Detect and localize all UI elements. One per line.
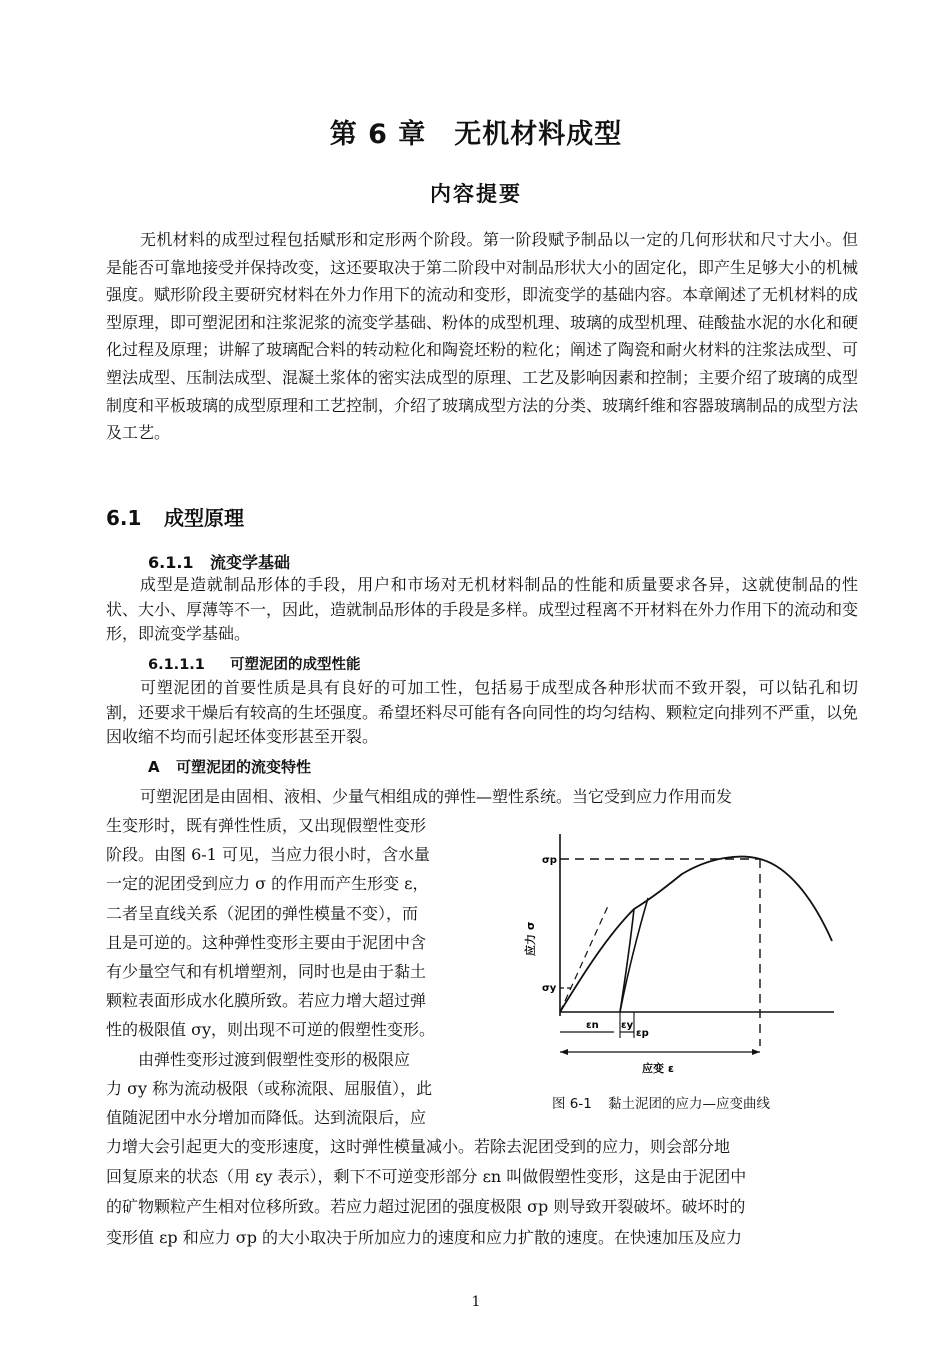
text-line: 的矿物颗粒产生相对位移所致。若应力超过泥团的强度极限 σp 则导致开裂破坏。破坏时的 (106, 1197, 746, 1217)
body-paragraph-3-bottom (106, 1132, 866, 1253)
text-line: 一定的泥团受到应力 σ 的作用而产生形变 ε， (106, 874, 429, 894)
label-eps-p: εp (636, 1028, 649, 1039)
label-eps-n: εn (586, 1020, 599, 1031)
text-line: 力增大会引起更大的变形速度，这时弹性模量减小。若除去泥团受到的应力，则会部分地 (106, 1137, 731, 1156)
y-axis-label: 应力 σ (524, 921, 537, 956)
arrow-left (560, 1049, 568, 1055)
figure-caption-number: 图 6-1 (552, 1096, 592, 1112)
text-line: 阶段。由图 6-1 可见，当应力很小时，含水量 (106, 845, 430, 865)
body-paragraph-2: 可塑泥团的首要性质是具有良好的可加工性，包括易于成型成各种形状而不致开裂，可以钻孔和切割，还要求干燥后有较高的生坯强度。希望坯料尽可能有各向同性的均匀结构、颗粒定向排列不严重，以免因收缩不均而引起坯体变形甚至开裂。 (106, 678, 859, 746)
page-number: 1 (471, 1294, 481, 1310)
subsection-heading (148, 550, 290, 573)
text-line: 力 σy 称为流动极限（或称流限、屈服值），此 (106, 1078, 433, 1098)
subsection-title: 流变学基础 (210, 553, 291, 572)
label-sigma-p: σp (542, 855, 557, 866)
text-line: 由弹性变形过渡到假塑性变形的极限应 (106, 1049, 411, 1069)
label-sigma-y: σy (542, 983, 557, 994)
stress-strain-curve (560, 857, 832, 1012)
subsubsection-heading (148, 653, 361, 674)
text-line: 生变形时，既有弹性性质，又出现假塑性变形 (106, 816, 427, 835)
subsubsection-title: 可塑泥团的成型性能 (230, 657, 361, 673)
x-axis-label: 应变 ε (642, 1062, 674, 1075)
text-line: 值随泥团中水分增加而降低。达到流限后，应 (106, 1108, 427, 1128)
subsection-number: 6.1.1 (148, 553, 194, 572)
summary-heading: 内容提要 (430, 181, 522, 206)
label-eps-y: εy (621, 1020, 634, 1031)
section-title: 成型原理 (164, 506, 244, 530)
elastic-tangent-line (560, 906, 608, 1012)
text-line: 变形值 εp 和应力 σp 的大小取决于所加应力的速度和应力扩散的速度。在快速加压及应力 (106, 1227, 743, 1247)
figure-caption (552, 1092, 770, 1112)
text-line: 二者呈直线关系（泥团的弹性模量不变），而 (106, 903, 419, 923)
subheading-a-letter: A (148, 758, 160, 776)
figure-caption-title: 黏土泥团的应力—应变曲线 (608, 1096, 770, 1112)
text-line: 且是可逆的。这种弹性变形主要由于泥团中含 (106, 932, 427, 952)
figure-stress-strain (512, 826, 862, 1086)
text-line: 回复原来的状态（用 εy 表示），剩下不可逆变形部分 εn 叫做假塑性变形，这是由于泥团中 (106, 1167, 747, 1187)
arrow-right (752, 1049, 760, 1055)
text-line: 颗粒表面形成水化膜所致。若应力增大超过弹 (106, 991, 427, 1011)
subheading-a (148, 756, 311, 777)
section-heading (106, 502, 244, 531)
text-line: 有少量空气和有机增塑剂，同时也是由于黏土 (106, 962, 427, 982)
body-paragraph-1: 成型是造就制品形体的手段，用户和市场对无机材料制品的性能和质量要求各异，这就使制品的性状、大小、厚薄等不一，因此，造就制品形体的手段是多样。成型过程离不开材料在外力作用下的流动和变形，即流变学基础。 (106, 575, 859, 643)
subheading-a-title: 可塑泥团的流变特性 (176, 758, 312, 776)
subsubsection-number: 6.1.1.1 (148, 657, 205, 673)
chapter-title: 第 6 章 无机材料成型 (329, 119, 623, 150)
body-paragraph-3-first-line: 可塑泥团是由固相、液相、少量气相组成的弹性—塑性系统。当它受到应力作用而发 (140, 787, 733, 806)
body-paragraph-3-left-column (106, 811, 496, 1132)
text-line: 性的极限值 σy，则出现不可逆的假塑性变形。 (106, 1020, 436, 1040)
stress-strain-diagram (512, 826, 862, 1086)
section-number: 6.1 (106, 506, 142, 530)
abstract-paragraph: 无机材料的成型过程包括赋形和定形两个阶段。第一阶段赋予制品以一定的几何形状和尺寸大小。但是能否可靠地接受并保持改变，这还要取决于第二阶段中对制品形状大小的固定化，即产生足够大小的机械强度。赋形阶段主要研究材料在外力作用下的流动和变形，即流变学的基础内容。本章阐述了无机材料的成型原理，即可塑泥团和注浆泥浆的流变学基础、粉体的成型机理、玻璃的成型机理、硅酸盐水泥的水化和硬化过程及原理；讲解了玻璃配合料的转动粒化和陶瓷坯粉的粒化；阐述了陶瓷和耐火材料的注浆法成型、可塑法成型、压制法成型、混凝土浆体的密实法成型的原理、工艺及影响因素和控制；主要介绍了玻璃的成型制度和平板玻璃的成型原理和工艺控制，介绍了玻璃成型方法的分类、玻璃纤维和容器玻璃制品的成型方法及工艺。 (106, 230, 859, 443)
